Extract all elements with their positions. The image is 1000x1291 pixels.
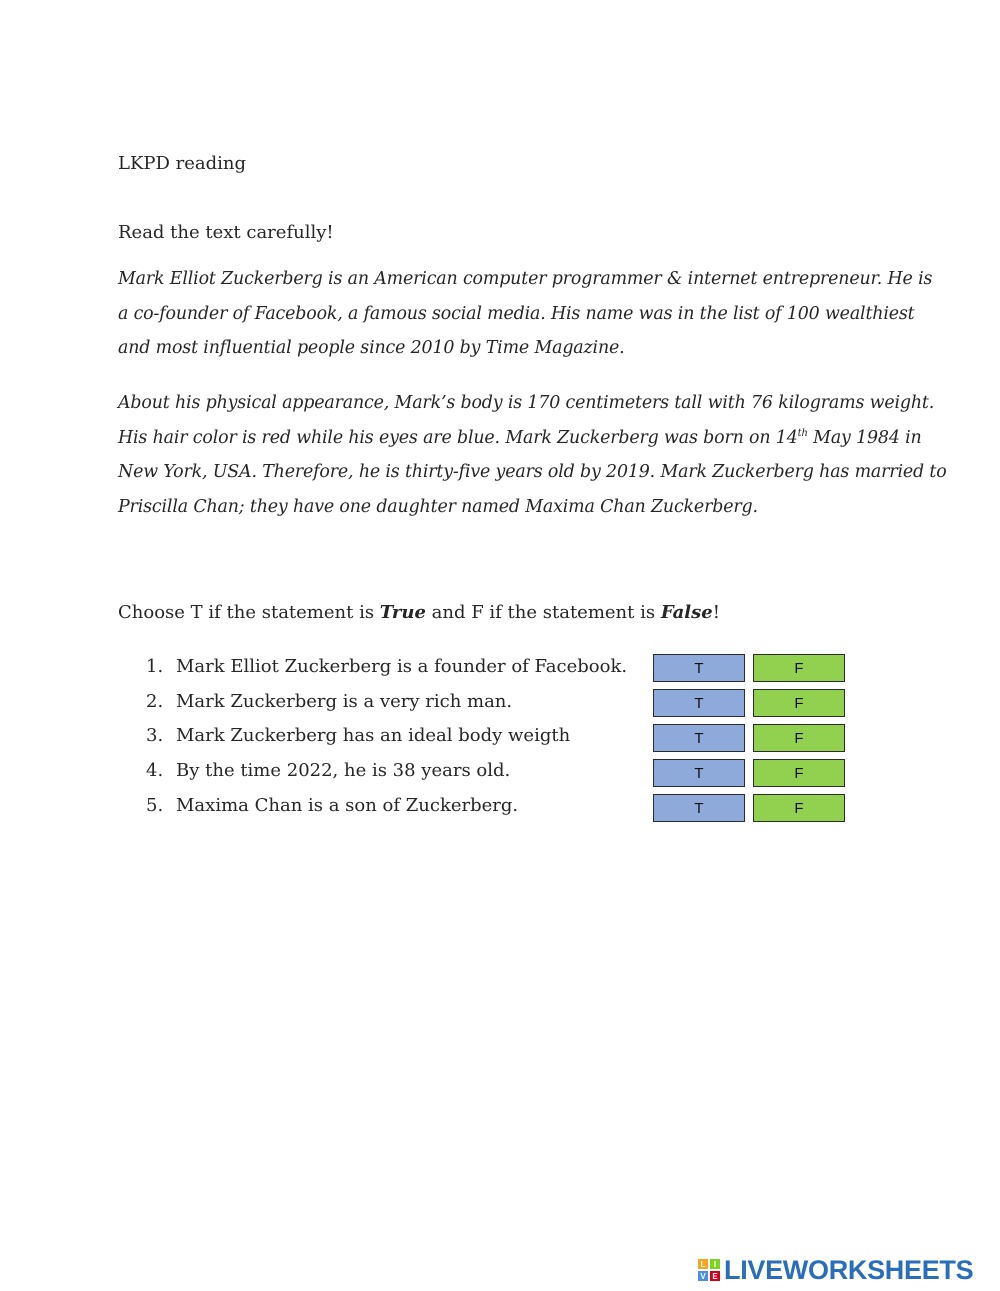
reading-paragraph-2	[118, 386, 947, 524]
question-item	[146, 791, 627, 826]
false-button-q1[interactable]: F	[753, 654, 845, 682]
question-number: 1.	[146, 656, 164, 677]
paragraph-line: About his physical appearance, Mark’s body is 170 centimeters tall with 76 kilograms weight.	[118, 393, 935, 413]
question-number: 3.	[146, 725, 164, 747]
question-text: Mark Zuckerberg is a very rich man.	[176, 690, 513, 712]
paragraph-line: and most influential people since 2010 by Time Magazine.	[118, 338, 625, 358]
paragraph-text: His hair color is red while his eyes are blue. Mark Zuckerberg was born on 14	[118, 427, 798, 448]
true-button-q2[interactable]: T	[653, 689, 745, 717]
worksheet-title: LKPD reading	[118, 153, 247, 174]
question-text: By the time 2022, he is 38 years old.	[176, 760, 511, 782]
instruction-text: Choose T if the statement is	[118, 602, 380, 623]
question-number: 2.	[146, 690, 164, 712]
question-text: Mark Elliot Zuckerberg is a founder of Facebook.	[176, 656, 628, 677]
logo-tile: I	[710, 1259, 720, 1269]
logo-tile: L	[698, 1259, 708, 1269]
true-button-q3[interactable]: T	[653, 724, 745, 752]
question-item	[146, 652, 627, 687]
liveworksheets-logo-icon	[698, 1259, 720, 1281]
true-button-q5[interactable]: T	[653, 794, 745, 822]
ordinal-superscript: th	[797, 427, 808, 439]
true-button-q1[interactable]: T	[653, 654, 745, 682]
logo-tile: V	[698, 1271, 708, 1281]
liveworksheets-logo[interactable]	[698, 1256, 973, 1284]
paragraph-line: Priscilla Chan; they have one daughter named Maxima Chan Zuckerberg.	[118, 496, 758, 517]
question-item	[146, 756, 627, 791]
true-false-instruction	[118, 601, 720, 625]
logo-tile: E	[710, 1271, 720, 1281]
false-word: False	[660, 602, 713, 623]
question-number: 4.	[146, 760, 164, 782]
question-item	[146, 687, 627, 722]
false-button-q4[interactable]: F	[753, 759, 845, 787]
paragraph-line	[118, 421, 922, 456]
paragraph-line: New York, USA. Therefore, he is thirty-five years old by 2019. Mark Zuckerberg has married to	[118, 462, 947, 482]
instruction-text: and F if the statement is	[425, 602, 661, 623]
paragraph-text: May 1984 in	[807, 427, 922, 448]
false-button-q5[interactable]: F	[753, 794, 845, 822]
reading-instruction: Read the text carefully!	[118, 222, 334, 243]
paragraph-line: Mark Elliot Zuckerberg is an American computer programmer & internet entrepreneur. He is	[118, 269, 933, 289]
question-list	[146, 652, 627, 825]
false-button-q2[interactable]: F	[753, 689, 845, 717]
true-button-q4[interactable]: T	[653, 759, 745, 787]
question-number: 5.	[146, 794, 164, 816]
true-word: True	[379, 602, 426, 623]
paragraph-line: a co-founder of Facebook, a famous social media. His name was in the list of 100 wealthiest	[118, 303, 915, 324]
question-text: Maxima Chan is a son of Zuckerberg.	[176, 794, 519, 816]
reading-paragraph-1	[118, 262, 933, 366]
instruction-text: !	[712, 602, 720, 623]
question-item	[146, 721, 627, 756]
false-button-q3[interactable]: F	[753, 724, 845, 752]
question-text: Mark Zuckerberg has an ideal body weigth	[176, 725, 571, 747]
logo-wordmark: LIVEWORKSHEETS	[724, 1254, 974, 1285]
